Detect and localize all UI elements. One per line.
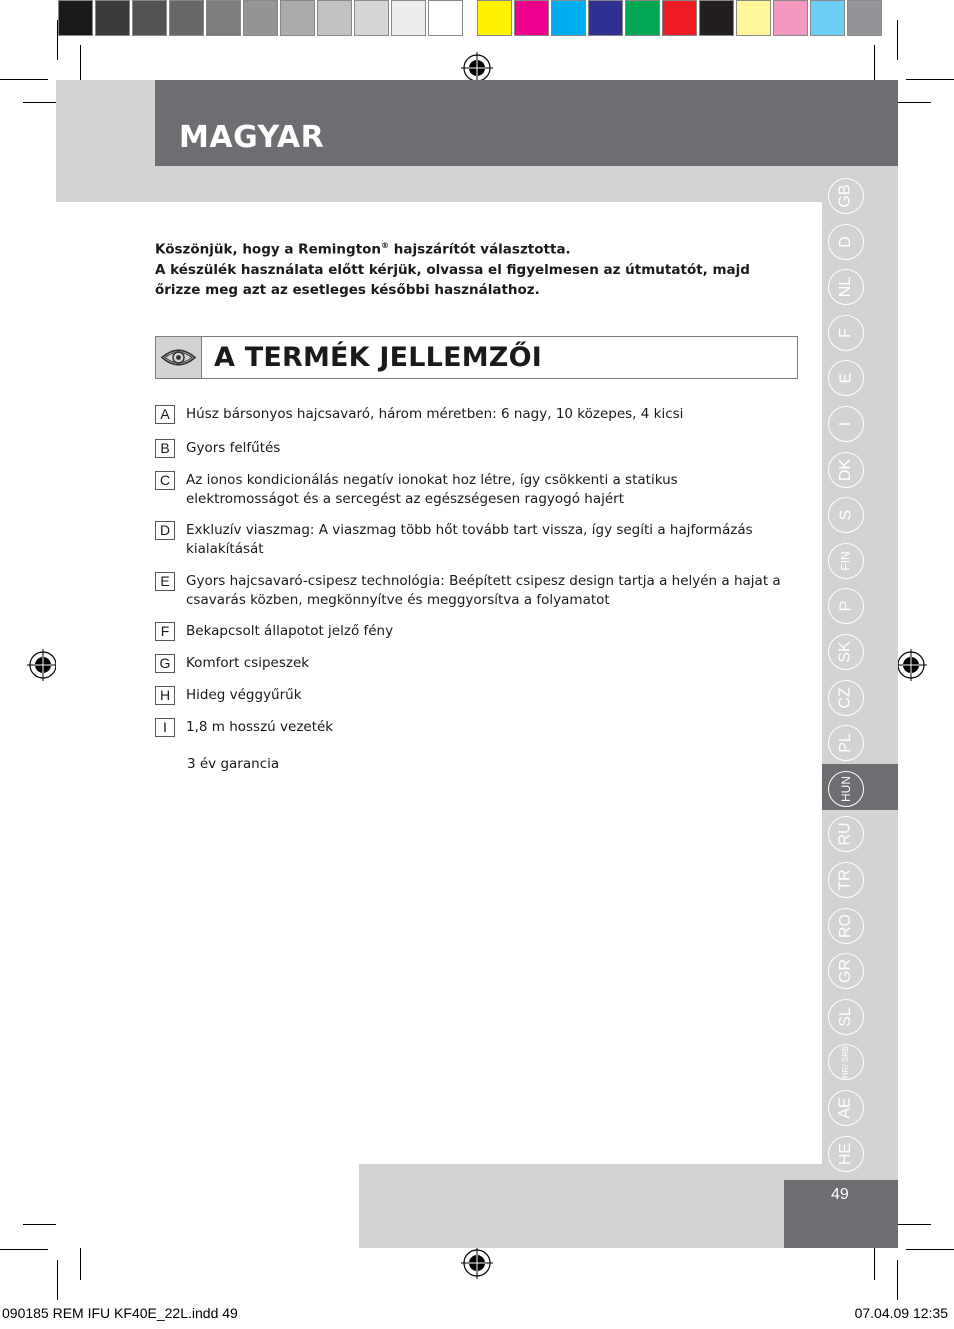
language-tab-ro[interactable]	[828, 908, 864, 944]
feature-letter: E	[155, 572, 175, 591]
color-calibration-strip	[58, 0, 884, 38]
language-code: CZ	[836, 686, 854, 709]
feature-letter: A	[155, 405, 175, 424]
language-code: FIN	[839, 551, 853, 571]
language-code: D	[837, 235, 854, 248]
language-code: P	[836, 601, 854, 612]
feature-text: Bekapcsolt állapotot jelző fény	[186, 623, 394, 639]
color-swatch	[169, 0, 204, 36]
language-code: RO	[837, 913, 854, 938]
feature-text: Hideg véggyűrűk	[186, 687, 302, 703]
list-item	[155, 654, 309, 673]
language-code: RU	[836, 822, 854, 846]
feature-text: Gyors hajcsavaró-csipesz technológia: Beépített csipesz design tartja a helyén a hajat a csavarás közben, megkönnyítve és meggyorsítva a folyamatot	[186, 573, 781, 608]
feature-letter: C	[155, 471, 175, 490]
section-icon-cell	[156, 337, 202, 378]
section-title: A TERMÉK JELLEMZŐI	[214, 342, 542, 373]
feature-text: 1,8 m hosszú vezeték	[186, 719, 334, 735]
language-tab-cz[interactable]	[828, 680, 864, 716]
color-swatch	[243, 0, 278, 36]
warranty-text: 3 év garancia	[187, 756, 280, 772]
registration-mark-icon	[27, 649, 59, 681]
color-swatch	[477, 0, 512, 36]
language-code: SK	[837, 641, 854, 663]
language-tab-ae[interactable]	[828, 1090, 864, 1126]
eye-icon	[156, 337, 201, 378]
list-item	[155, 572, 816, 609]
language-tab-fin[interactable]	[828, 543, 864, 579]
color-swatch	[810, 0, 845, 36]
language-code: F	[837, 327, 854, 338]
language-code: PL	[836, 733, 854, 753]
language-code: I	[836, 421, 854, 427]
language-tab-nl[interactable]	[828, 269, 864, 305]
registration-mark-icon	[895, 649, 927, 681]
feature-letter: H	[155, 686, 175, 705]
language-code: HUN	[839, 775, 853, 802]
language-tab-i[interactable]	[828, 406, 864, 442]
feature-letter: B	[155, 439, 175, 458]
footer-file-info: 090185 REM IFU KF40E_22L.indd 49	[2, 1305, 238, 1321]
intro-line-2: A készülék használata előtt kérjük, olvassa el figyelmesen az útmutatót, majd őrizze meg azt az esetleges későbbi használathoz.	[155, 261, 750, 298]
color-swatch	[551, 0, 586, 36]
language-code: DK	[836, 458, 854, 481]
language-tab-f[interactable]	[828, 315, 864, 351]
language-tab-hun[interactable]	[828, 771, 864, 807]
color-swatch	[588, 0, 623, 36]
color-swatch	[132, 0, 167, 36]
page-number: 49	[831, 1186, 849, 1203]
color-swatch	[625, 0, 660, 36]
language-tab-gb[interactable]	[828, 178, 864, 214]
intro-line-1: Köszönjük, hogy a Remington® hajszárítót választotta.	[155, 241, 571, 258]
color-swatch	[58, 0, 93, 36]
language-code: NL	[836, 276, 854, 298]
color-swatch	[280, 0, 315, 36]
list-item	[155, 686, 302, 705]
page-title: MAGYAR	[179, 120, 325, 155]
language-code: S	[836, 509, 854, 521]
language-code: TR	[836, 869, 854, 891]
color-swatch	[95, 0, 130, 36]
feature-letter: G	[155, 654, 175, 673]
list-item	[155, 622, 393, 641]
color-swatch	[206, 0, 241, 36]
intro-text	[155, 236, 795, 300]
color-swatch	[428, 0, 463, 36]
color-swatch	[354, 0, 389, 36]
language-tab-sl[interactable]	[828, 999, 864, 1035]
feature-text: Húsz bársonyos hajcsavaró, három méretben: 6 nagy, 10 közepes, 4 kicsi	[186, 406, 684, 422]
page-bottom-white	[56, 1164, 359, 1248]
language-tab-sk[interactable]	[828, 634, 864, 670]
feature-text: Gyors felfűtés	[186, 440, 281, 456]
list-item	[155, 718, 333, 737]
color-swatch	[773, 0, 808, 36]
section-header	[155, 336, 798, 379]
color-swatch	[847, 0, 882, 36]
feature-text: Exkluzív viaszmag: A viaszmag több hőt tovább tart vissza, így segíti a hajformázás kialakítását	[186, 522, 753, 557]
feature-letter: D	[155, 521, 175, 540]
color-swatch	[662, 0, 697, 36]
language-code: SL	[836, 1007, 854, 1027]
list-item	[155, 405, 683, 424]
language-tab-gr[interactable]	[828, 953, 864, 989]
footer-timestamp: 07.04.09 12:35	[854, 1305, 948, 1321]
list-item	[155, 439, 280, 458]
color-swatch	[736, 0, 771, 36]
feature-text: Az ionos kondicionálás negatív ionokat hoz létre, így csökkenti a statikus elektromosságot és a sercegést az egészségesen ragyogó hajért	[186, 472, 678, 507]
language-code: HE	[836, 1142, 854, 1165]
color-swatch	[317, 0, 352, 36]
feature-text: Komfort csipeszek	[186, 655, 310, 671]
language-code: AE	[837, 1097, 854, 1119]
language-tab-he[interactable]	[828, 1136, 864, 1172]
color-swatch	[391, 0, 426, 36]
language-code: GB	[837, 184, 854, 208]
language-tab-dk[interactable]	[828, 452, 864, 488]
list-item	[155, 521, 786, 558]
feature-letter: I	[155, 718, 175, 737]
language-code: E	[836, 373, 854, 384]
language-tab-d[interactable]	[828, 224, 864, 260]
language-tab-pl[interactable]	[828, 725, 864, 761]
language-code: HR/ SRB	[840, 1046, 850, 1079]
color-swatch	[699, 0, 734, 36]
registration-mark-icon	[461, 1247, 493, 1279]
feature-letter: F	[155, 622, 175, 641]
language-code: GR	[837, 959, 854, 984]
list-item	[155, 471, 726, 508]
color-swatch	[514, 0, 549, 36]
language-tab-s[interactable]	[828, 497, 864, 533]
language-tab-tr[interactable]	[828, 862, 864, 898]
